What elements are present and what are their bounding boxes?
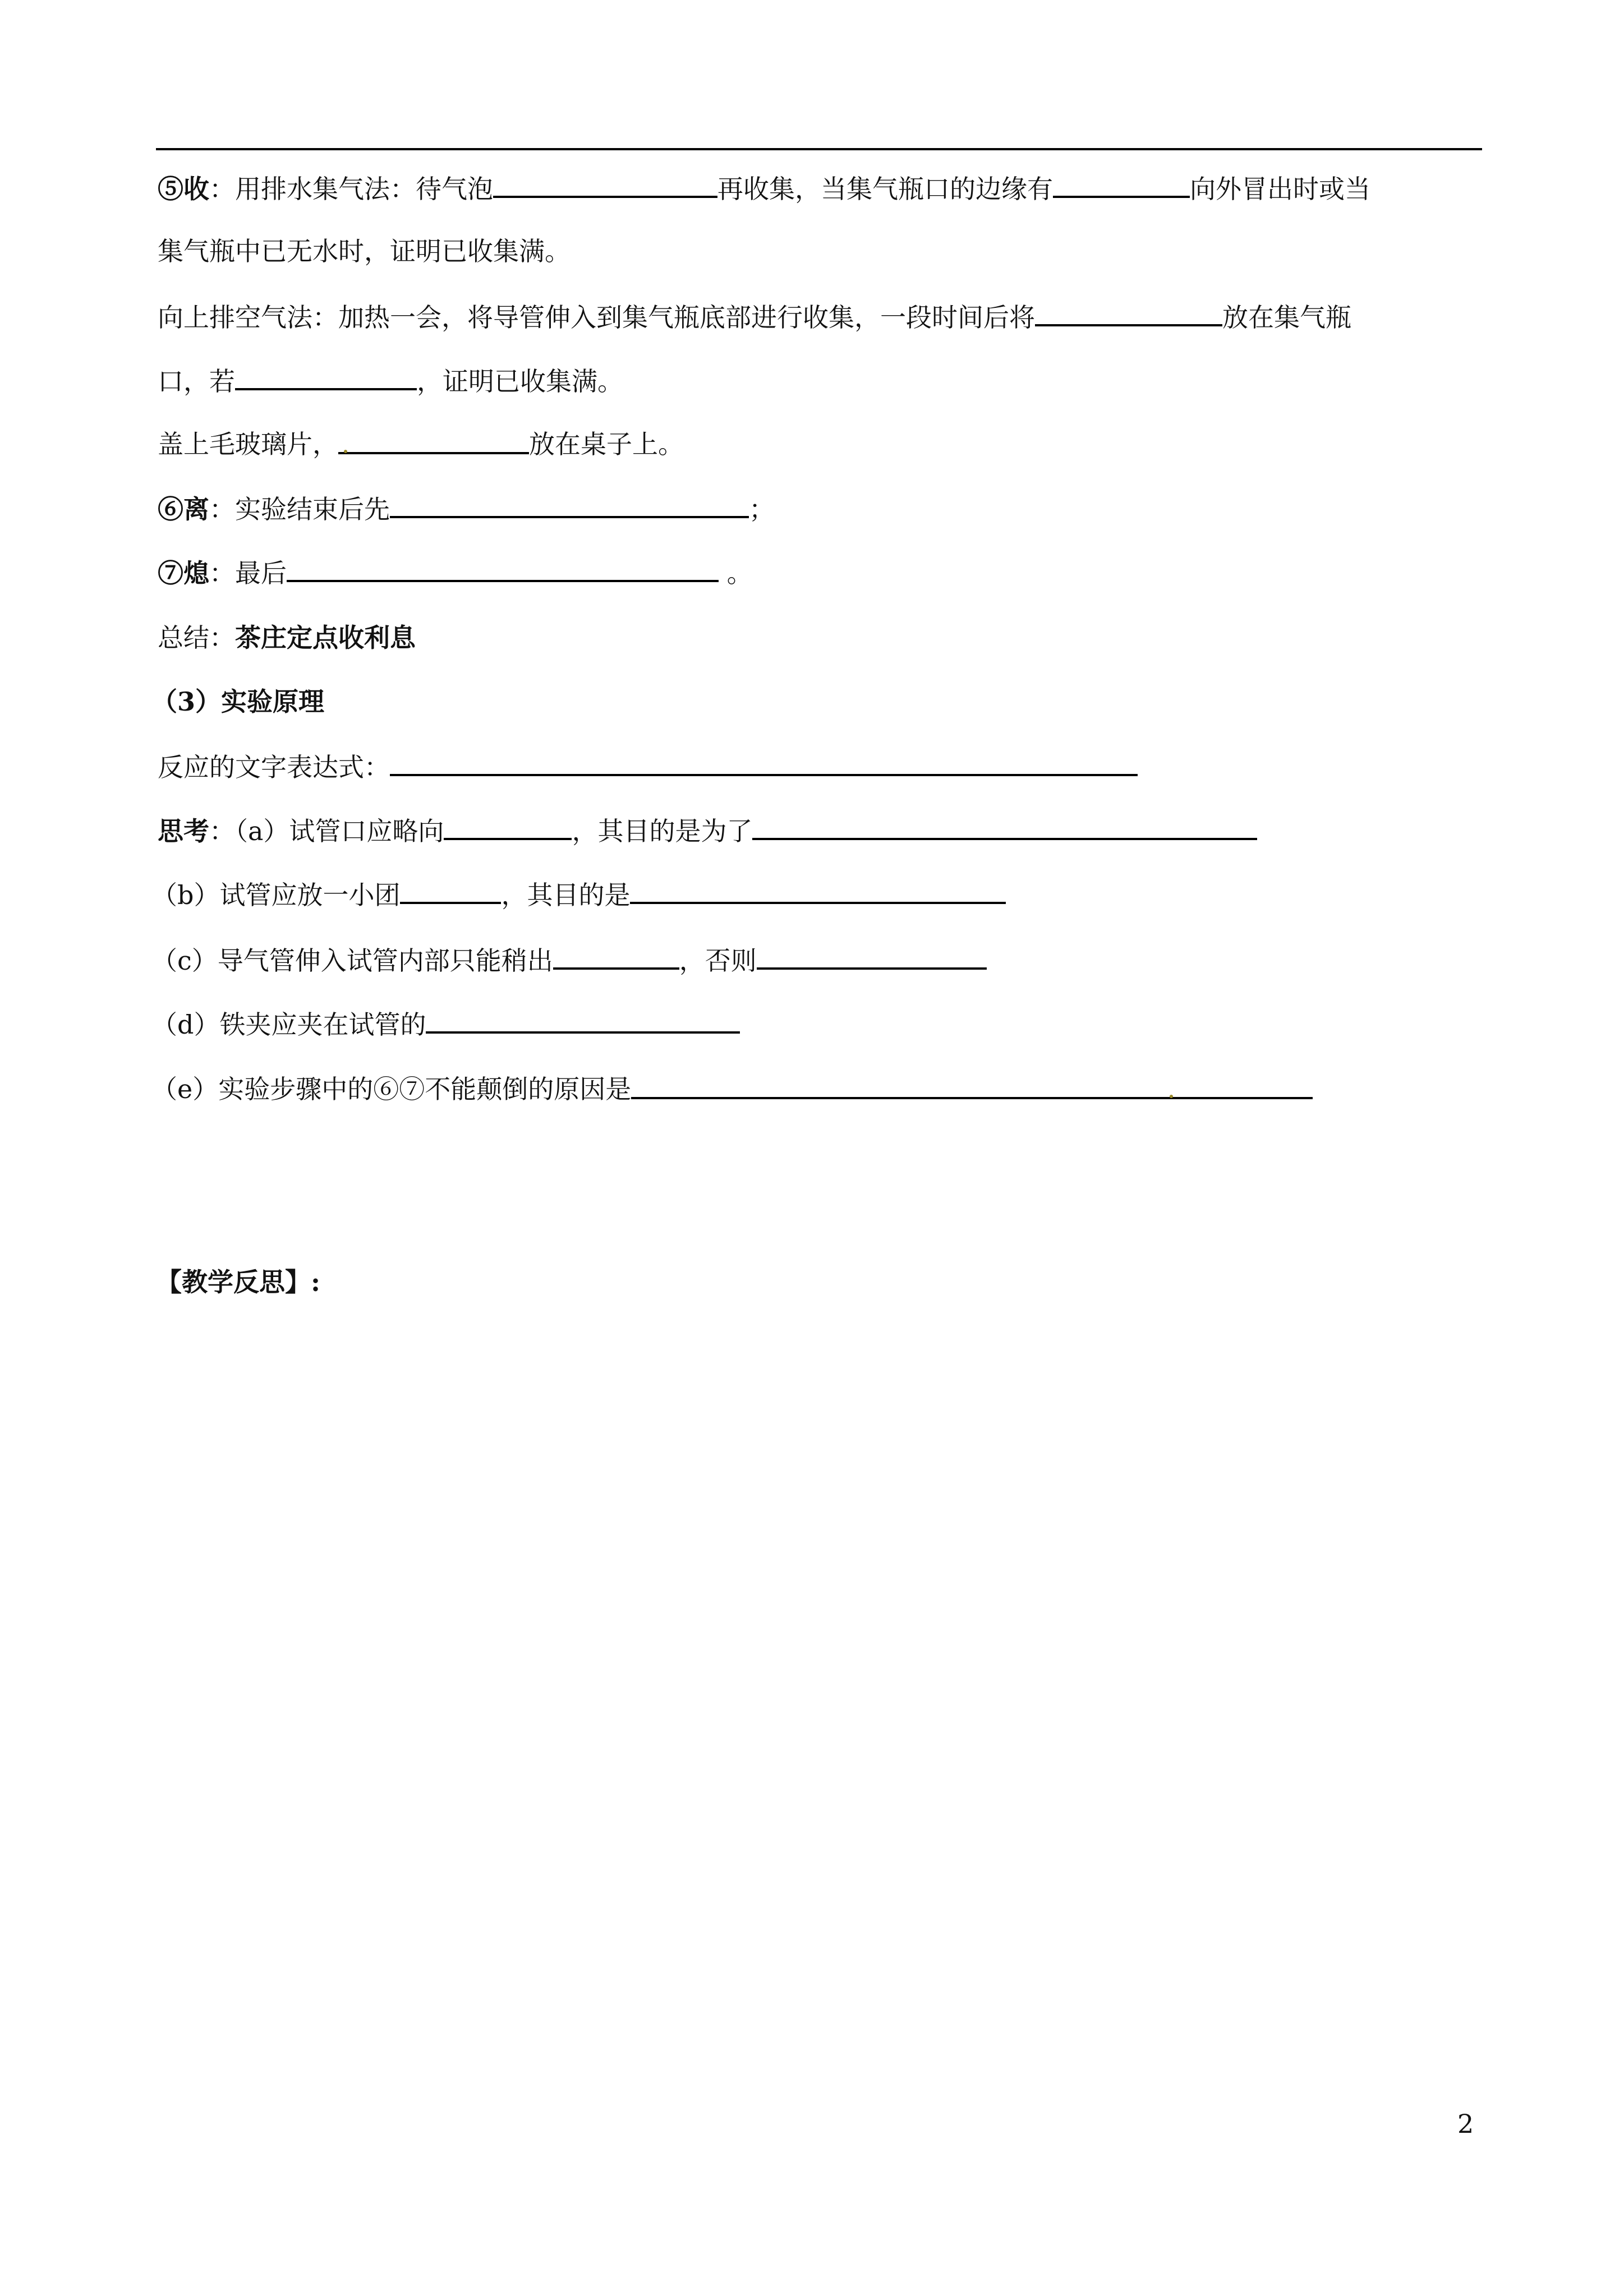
step7-line — [158, 555, 753, 590]
thinking-a1: （a）试管口应略向 — [235, 816, 444, 846]
blank-bottle-edge[interactable] — [1053, 171, 1190, 198]
thinking-c-line — [151, 943, 987, 978]
blank-step7[interactable] — [287, 555, 719, 582]
step5-line2: 集气瓶中已无水时，证明已收集满。 — [158, 236, 571, 266]
blank-up-air-condition[interactable] — [235, 363, 417, 390]
thinking-colon: ： — [209, 816, 235, 846]
thinking-label: 思考 — [158, 816, 209, 846]
up-air-text3: 口，若 — [158, 366, 235, 397]
up-air-text2: 放在集气瓶 — [1222, 302, 1351, 333]
blank-c-amount[interactable] — [553, 943, 679, 970]
step6-label: ⑥离 — [158, 494, 209, 524]
blank-a-direction[interactable] — [444, 813, 572, 840]
step7-end: 。 — [719, 558, 753, 588]
step6-colon: ： — [209, 494, 235, 524]
summary-line — [158, 621, 416, 654]
up-air-text4: ，证明已收集满。 — [417, 366, 623, 397]
step5-up-air-line — [158, 299, 1351, 334]
blank-c-otherwise[interactable] — [757, 943, 987, 970]
cover-text1: 盖上毛玻璃片， — [158, 429, 338, 459]
blank-e-reason[interactable] — [631, 1072, 1313, 1099]
blank-step6[interactable] — [390, 491, 749, 518]
step7-text: 最后 — [235, 558, 287, 588]
thinking-b1: （b）试管应放一小团 — [151, 880, 401, 910]
blank-d-position[interactable] — [426, 1007, 740, 1034]
blank-up-air-item[interactable] — [1035, 299, 1222, 326]
step5-text3: 向外冒出时或当 — [1190, 174, 1370, 204]
step6-end: ； — [749, 494, 775, 524]
blank-reaction[interactable] — [390, 749, 1138, 776]
reaction-label: 反应的文字表达式： — [158, 752, 390, 782]
cover-text2: 放在桌子上。 — [529, 429, 684, 459]
header-rule — [156, 148, 1482, 150]
reflection-label: 【教学反思】: — [156, 1267, 320, 1297]
thinking-d1: （d）铁夹应夹在试管的 — [151, 1009, 426, 1040]
step5-colon: ： — [209, 174, 235, 204]
step7-colon: ： — [209, 558, 235, 588]
step5-label: ⑤收 — [158, 174, 209, 204]
step5-cover-line — [158, 427, 684, 461]
reaction-line — [158, 749, 1138, 784]
step7-label: ⑦熄 — [158, 558, 209, 588]
blank-b-item[interactable] — [400, 877, 501, 904]
summary-label: 总结： — [158, 623, 235, 653]
step5-up-air-line2 — [158, 363, 623, 398]
section3-title: （3）实验原理 — [151, 686, 325, 717]
thinking-e1: （e）实验步骤中的⑥⑦不能颠倒的原因是 — [151, 1074, 632, 1104]
thinking-a2: ，其目的是为了 — [572, 816, 753, 846]
thinking-e-line — [151, 1072, 1313, 1106]
step6-text: 实验结束后先 — [235, 494, 390, 524]
thinking-c1: （c）导气管伸入试管内部只能稍出 — [151, 946, 553, 976]
blank-bubble[interactable] — [493, 171, 717, 198]
blank-b-purpose[interactable] — [630, 877, 1006, 904]
mark-dot — [1170, 1095, 1173, 1098]
step5-text2: 再收集，当集气瓶口的边缘有 — [717, 174, 1053, 204]
summary-text: 茶庄定点收利息 — [235, 623, 416, 653]
thinking-b-line — [151, 877, 1006, 912]
thinking-d-line — [151, 1007, 740, 1041]
up-air-text1: 向上排空气法：加热一会，将导管伸入到集气瓶底部进行收集，一段时间后将 — [158, 302, 1035, 333]
thinking-b2: ，其目的是 — [501, 880, 631, 910]
step5-line1 — [158, 171, 1370, 206]
step5-text1: 用排水集气法：待气泡 — [235, 174, 493, 204]
thinking-a-line — [158, 813, 1257, 848]
blank-a-purpose[interactable] — [752, 813, 1257, 840]
page-number: 2 — [1457, 2109, 1474, 2139]
mark-dot — [344, 450, 347, 453]
step6-line — [158, 491, 775, 526]
thinking-c2: ，否则 — [679, 946, 757, 976]
blank-cover[interactable] — [338, 427, 529, 454]
